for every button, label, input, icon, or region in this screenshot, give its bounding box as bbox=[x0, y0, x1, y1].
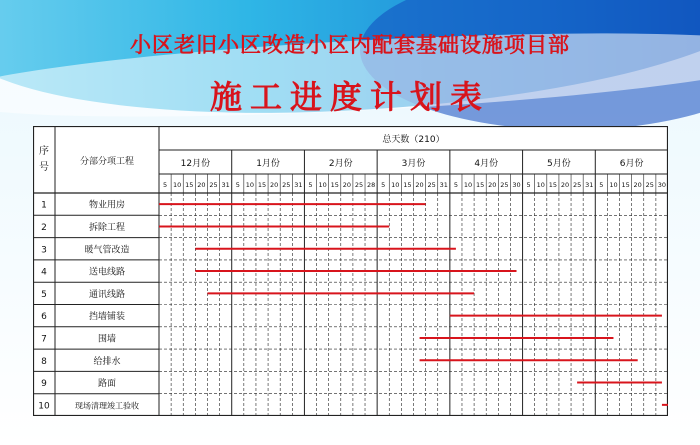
row-task-name: 路面 bbox=[97, 379, 117, 390]
day-label: 25 bbox=[500, 181, 509, 189]
day-label: 10 bbox=[173, 181, 182, 189]
day-label: 15 bbox=[548, 181, 558, 189]
day-label: 20 bbox=[488, 181, 497, 189]
row-task-name: 通讯线路 bbox=[88, 289, 126, 300]
row-task-name: 给排水 bbox=[93, 356, 121, 367]
day-label: 15 bbox=[185, 181, 194, 189]
row-task-name: 拆除工程 bbox=[88, 222, 126, 233]
day-label: 5 bbox=[308, 181, 313, 189]
item-header: 分部分项工程 bbox=[79, 157, 135, 167]
row-number: 5 bbox=[41, 289, 47, 300]
day-label: 30 bbox=[512, 181, 521, 189]
month-label: 12月份 bbox=[180, 159, 211, 169]
day-label: 15 bbox=[621, 181, 630, 189]
day-label: 31 bbox=[439, 181, 448, 189]
seq-header-char-2: 号 bbox=[39, 162, 49, 173]
day-label: 15 bbox=[403, 181, 412, 189]
day-label: 20 bbox=[415, 181, 424, 189]
row-number: 10 bbox=[38, 401, 50, 412]
row-task-name: 物业用房 bbox=[88, 200, 126, 211]
day-label: 25 bbox=[209, 181, 218, 189]
month-label: 2月份 bbox=[328, 159, 353, 169]
day-label: 5 bbox=[526, 181, 531, 189]
row-task-name: 挡墙铺装 bbox=[88, 312, 126, 323]
month-label: 5月份 bbox=[547, 159, 571, 169]
row-number: 7 bbox=[41, 334, 47, 345]
day-label: 15 bbox=[257, 181, 267, 189]
day-label: 28 bbox=[366, 181, 376, 189]
day-label: 5 bbox=[162, 181, 168, 189]
row-number: 8 bbox=[41, 356, 47, 367]
day-label: 10 bbox=[463, 181, 473, 189]
row-number: 3 bbox=[41, 245, 47, 256]
day-label: 10 bbox=[391, 181, 400, 189]
day-label: 15 bbox=[330, 181, 339, 189]
row-number: 6 bbox=[41, 312, 47, 323]
day-label: 5 bbox=[235, 181, 240, 189]
schedule-table bbox=[33, 126, 668, 416]
day-label: 25 bbox=[427, 181, 436, 189]
row-task-name: 送电线路 bbox=[88, 267, 126, 278]
month-label: 3月份 bbox=[401, 159, 426, 169]
day-label: 10 bbox=[245, 181, 255, 189]
month-label: 1月份 bbox=[256, 159, 280, 169]
row-task-name: 围墙 bbox=[97, 334, 117, 345]
day-label: 20 bbox=[342, 181, 351, 189]
day-label: 25 bbox=[354, 181, 364, 189]
day-label: 30 bbox=[657, 181, 667, 189]
day-label: 25 bbox=[645, 181, 654, 189]
month-label: 4月份 bbox=[474, 159, 499, 169]
row-task-name: 现场清理竣工验收 bbox=[75, 401, 139, 411]
day-label: 10 bbox=[318, 181, 327, 189]
day-label: 31 bbox=[221, 181, 230, 189]
day-label: 5 bbox=[599, 181, 604, 189]
month-label: 6月份 bbox=[619, 159, 644, 169]
day-label: 25 bbox=[572, 181, 582, 189]
total-days-label: 总天数（210） bbox=[382, 135, 445, 145]
row-number: 1 bbox=[41, 200, 47, 211]
day-label: 20 bbox=[269, 181, 279, 189]
row-number: 2 bbox=[41, 222, 47, 233]
row-number: 4 bbox=[41, 267, 47, 278]
seq-header-char-1: 序 bbox=[39, 146, 49, 157]
day-label: 20 bbox=[633, 181, 642, 189]
day-label: 31 bbox=[585, 181, 594, 189]
day-label: 31 bbox=[294, 181, 303, 189]
day-label: 25 bbox=[282, 181, 291, 189]
day-label: 5 bbox=[381, 181, 386, 189]
day-label: 20 bbox=[560, 181, 570, 189]
day-label: 10 bbox=[536, 181, 545, 189]
row-number: 9 bbox=[41, 379, 47, 390]
schedule-grid bbox=[33, 126, 668, 416]
row-task-name: 暖气管改造 bbox=[84, 245, 130, 256]
day-label: 20 bbox=[197, 181, 206, 189]
day-label: 15 bbox=[476, 181, 485, 189]
page-title: 小区老旧小区改造小区内配套基础设施项目部 bbox=[130, 32, 570, 57]
day-label: 5 bbox=[453, 181, 458, 189]
day-label: 10 bbox=[609, 181, 618, 189]
page-subtitle: 施工进度计划表 bbox=[209, 78, 490, 116]
